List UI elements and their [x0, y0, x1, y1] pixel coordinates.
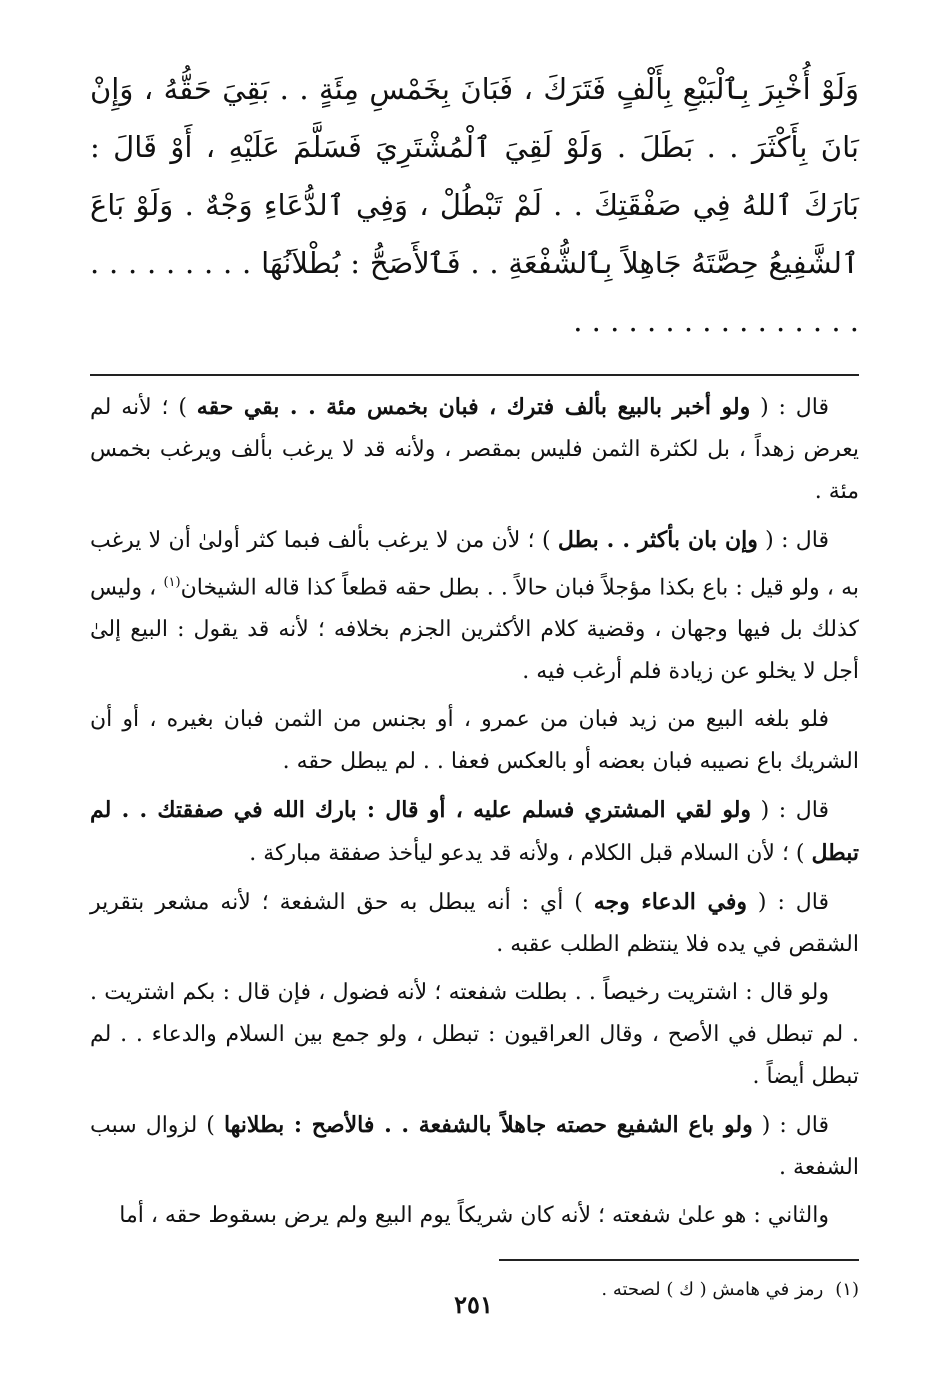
quoted-matn: ولو أخبر بالبيع بألف فترك ، فبان بخمس مئة . . بقي حقه [196, 394, 751, 420]
matn-body: وَلَوْ أُخْبِرَ بِٱلْبَيْعِ بِأَلْفٍ فَتَرَكَ ، فَبَانَ بِخَمْسِ مِئَةٍ . . بَقِيَ حَقُّهُ ، وَإِنْ بَانَ بِأَكْثَرَ . . بَطَلَ . وَلَوْ لَقِيَ ٱلْمُشْتَرِيَ فَسَلَّمَ عَلَيْهِ ، أَوْ قَالَ : بَارَكَ ٱللهُ فِي صَفْقَتِكَ . . لَمْ تَبْطُلْ ، وَفِي ٱلدُّعَاءِ وَجْهٌ . وَلَوْ بَاعَ ٱلشَّفِيعُ حِصَّتَهُ جَاهِلاً بِٱلشُّفْعَةِ . . فَٱلأَصَحُّ : بُطْلاَنُهَا [90, 72, 860, 280]
quoted-matn: ولو باع الشفيع حصته جاهلاً بالشفعة . . فالأصح : بطلانها [223, 1112, 753, 1139]
matn-separator-rule [90, 374, 859, 376]
commentary-paragraph: قال : ( ولو باع الشفيع حصته جاهلاً بالشفعة . . فالأصح : بطلانها ) لزوال سبب الشفعة . [90, 1112, 859, 1181]
page-number: ٢٥١ [454, 1290, 493, 1319]
commentary-paragraph: قال : ( ولو أخبر بالبيع بألف فترك ، فبان بخمس مئة . . بقي حقه ) ؛ لأنه لم يعرض زهداً ، بل لكثرة الثمن فليس بمقصر ، ولأنه قد لا يرغب بألف ويرغب بخمس مئة . [90, 394, 859, 504]
commentary-paragraph: قال : ( ولو لقي المشتري فسلم عليه ، أو قال : بارك الله في صفقتك . . لم تبطل ) ؛ لأن السلام قبل الكلام ، ولأنه قد يدعو ليأخذ صفقة مباركة . [90, 797, 859, 867]
commentary-paragraph: قال : ( وإن بان بأكثر . . بطل ) ؛ لأن من لا يرغب بألف فبما كثر أولىٰ أن لا يرغب به ، ولو قيل : باع بكذا مؤجلاً فبان حالاً . . بطل حقه قطعاً كذا قاله الشيخان$^{(١)}$ ، وليس كذلك بل فيها وجهان ، وقضية كلام الأكثرين الجزم بخلافه ؛ لأنه قد يقول : البيع إلىٰ أجل لا يخلو عن زيادة فلم أرغب فيه . [90, 527, 859, 685]
commentary-paragraph: والثاني : هو علىٰ شفعته ؛ لأنه كان شريكاً يوم البيع ولم يرض بسقوط حقه ، أما [119, 1203, 829, 1229]
commentary-paragraph: فلو بلغه البيع من زيد فبان من عمرو ، أو بجنس من الثمن فبان بغيره ، أو أن الشريك باع نصيبه فبان بعضه أو بالعكس فعفا . . لم يبطل حقه . [90, 707, 859, 775]
quoted-matn: ولو لقي المشتري فسلم عليه ، أو قال : بارك الله في صفقتك . . لم تبطل [90, 797, 859, 867]
matn-trailing-dots: . . . . . . . . . . . . . . . . . . . . . . . . . [90, 246, 859, 338]
footnote-marker[interactable]: (١) [163, 575, 181, 590]
matn-text [90, 60, 859, 350]
commentary [90, 386, 859, 1237]
quoted-matn: وفي الدعاء وجه [593, 889, 747, 916]
commentary-paragraph: ولو قال : اشتريت رخيصاً . . بطلت شفعته ؛ لأنه فضول ، فإن قال : بكم اشتريت . . لم تبطل في الأصح ، وقال العراقيون : تبطل ، ولو جمع بين السلام والدعاء . . لم تبطل أيضاً . [90, 980, 859, 1090]
commentary-paragraph: قال : ( وفي الدعاء وجه ) أي : أنه يبطل به حق الشفعة ؛ لأنه مشعر بتقرير الشقص في يده فلا ينتظم الطلب عقبه . [90, 889, 859, 958]
footnote-number: (١) [835, 1279, 859, 1301]
quoted-matn: وإن بان بأكثر . . بطل [557, 527, 758, 553]
footnote-separator-rule [499, 1259, 859, 1261]
footnote-text: رمز في هامش ( ك ) لصحته . [601, 1279, 824, 1301]
